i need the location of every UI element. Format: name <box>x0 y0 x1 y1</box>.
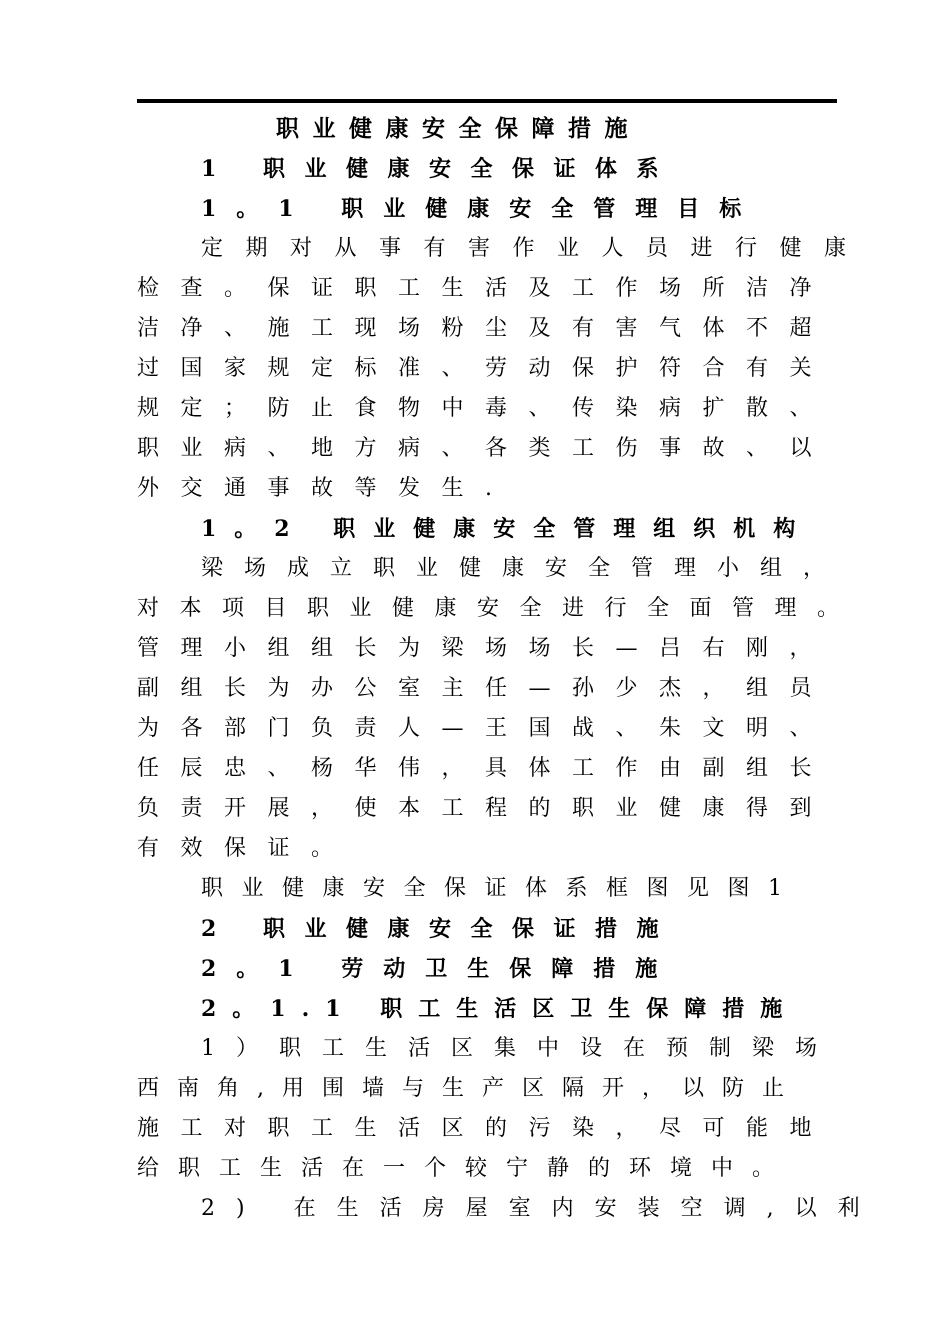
paragraph-line: 西南角,用围墙与生产区隔开，以防止 <box>137 1076 802 1101</box>
paragraph-line: 副组长为办公室主任—孙少杰，组员 <box>137 676 834 701</box>
section-heading-1: 1 职业健康安全保证体系 <box>201 156 678 182</box>
paragraph-line: 1）职工生活区集中设在预制梁场 <box>201 1036 838 1061</box>
paragraph-line: 梁场成立职业健康安全管理小组， <box>201 556 847 581</box>
subsection-heading-2-1-1: 2。1.1 职工生活区卫生保障措施 <box>201 996 799 1022</box>
page-title: 职业健康安全保障措施 <box>276 115 641 142</box>
subsection-heading-1-2: 1。2 职业健康安全管理组织机构 <box>201 516 814 542</box>
subsection-heading-1-1: 1。1 职业健康安全管理目标 <box>201 196 762 222</box>
paragraph-line: 为各部门负责人—王国战、朱文明、 <box>137 716 834 741</box>
paragraph-line: 施工对职工生活区的污染，尽可能地 <box>137 1116 834 1141</box>
paragraph-line: 规定；防止食物中毒、传染病扩散、 <box>137 396 834 421</box>
subsection-heading-2-1: 2。1 劳动卫生保障措施 <box>201 956 678 982</box>
paragraph-line: 任辰忠、杨华伟，具体工作由副组长 <box>137 756 834 781</box>
paragraph-line: 过国家规定标准、劳动保护符合有关 <box>137 356 834 381</box>
paragraph-line: 洁净、施工现场粉尘及有害气体不超 <box>137 316 834 341</box>
paragraph-line: 给职工生活在一个较宁静的环境中。 <box>137 1156 794 1181</box>
paragraph-line: 定期对从事有害作业人员进行健康 <box>201 236 869 261</box>
paragraph-line: 对本项目职业健康安全进行全面管理。 <box>137 596 860 621</box>
figure-reference-line: 职业健康安全保证体系框图见图1 <box>201 876 801 901</box>
section-heading-2: 2 职业健康安全保证措施 <box>201 916 678 942</box>
paragraph-line: 管理小组组长为梁场场长—吕右刚， <box>137 636 834 661</box>
paragraph-line: 有效保证。 <box>137 836 355 861</box>
paragraph-line: 检查。保证职工生活及工作场所洁净 <box>137 276 834 301</box>
top-rule <box>137 99 837 103</box>
paragraph-line: 职业病、地方病、各类工伤事故、以 <box>137 436 834 461</box>
paragraph-line: 2) 在生活房屋室内安装空调,以利 <box>201 1196 881 1221</box>
paragraph-line: 外交通事故等发生. <box>137 476 514 501</box>
paragraph-line: 负责开展，使本工程的职业健康得到 <box>137 796 834 821</box>
